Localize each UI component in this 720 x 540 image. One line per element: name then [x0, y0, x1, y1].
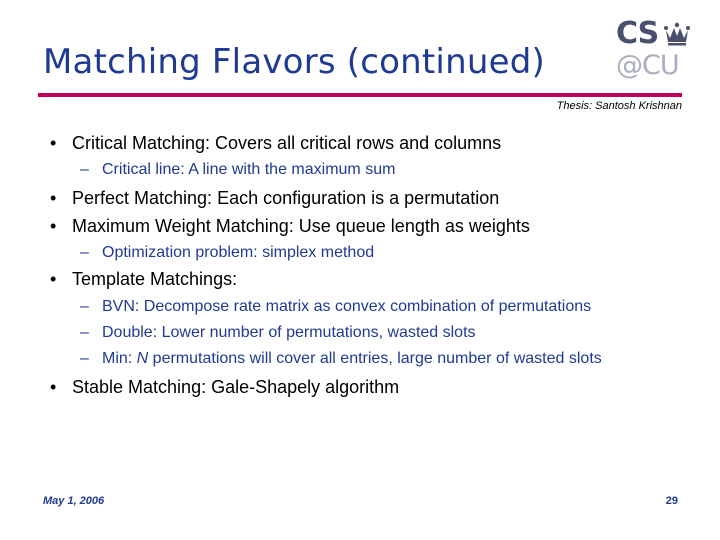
- thesis-credit: Thesis: Santosh Krishnan: [556, 100, 682, 112]
- bullet-stable-matching: Stable Matching: Gale-Shapely algorithm: [72, 377, 400, 397]
- bullet-marker: •: [50, 188, 57, 208]
- footer-date: May 1, 2006: [43, 495, 105, 507]
- dash-marker: –: [80, 244, 89, 261]
- sub-min: [102, 350, 602, 368]
- bullet-perfect-matching: Perfect Matching: Each configuration is a permutation: [72, 188, 500, 208]
- sub-min-rest: permutations will cover all entries, large number of wasted slots: [148, 350, 602, 367]
- title-divider: [38, 93, 682, 97]
- page-number: 29: [665, 495, 678, 507]
- sub-critical-line: Critical line: A line with the maximum sum: [102, 161, 396, 178]
- bullet-max-weight-matching: Maximum Weight Matching: Use queue length as weights: [72, 216, 530, 236]
- logo-cu-text: @CU: [616, 50, 679, 81]
- sub-optimization-problem: Optimization problem: simplex method: [102, 244, 375, 261]
- dash-marker: –: [80, 350, 89, 367]
- sub-min-n: N: [136, 350, 149, 367]
- slide-title: Matching Flavors (continued): [43, 42, 545, 82]
- sub-double: Double: Lower number of permutations, wasted slots: [102, 324, 476, 341]
- sub-bvn: BVN: Decompose rate matrix as convex combination of permutations: [102, 298, 592, 315]
- bullet-template-matchings: Template Matchings:: [72, 269, 238, 289]
- bullet-marker: •: [50, 269, 57, 289]
- cs-columbia-logo: [612, 18, 692, 82]
- dash-marker: –: [80, 161, 89, 178]
- dash-marker: –: [80, 324, 89, 341]
- logo-cs-text: CS: [616, 16, 659, 51]
- dash-marker: –: [80, 298, 89, 315]
- bullet-marker: •: [50, 216, 57, 236]
- bullet-marker: •: [50, 377, 57, 397]
- bullet-marker: •: [50, 133, 57, 153]
- crown-icon: [664, 22, 690, 46]
- sub-min-prefix: Min:: [102, 350, 137, 367]
- bullet-critical-matching: Critical Matching: Covers all critical rows and columns: [72, 133, 502, 153]
